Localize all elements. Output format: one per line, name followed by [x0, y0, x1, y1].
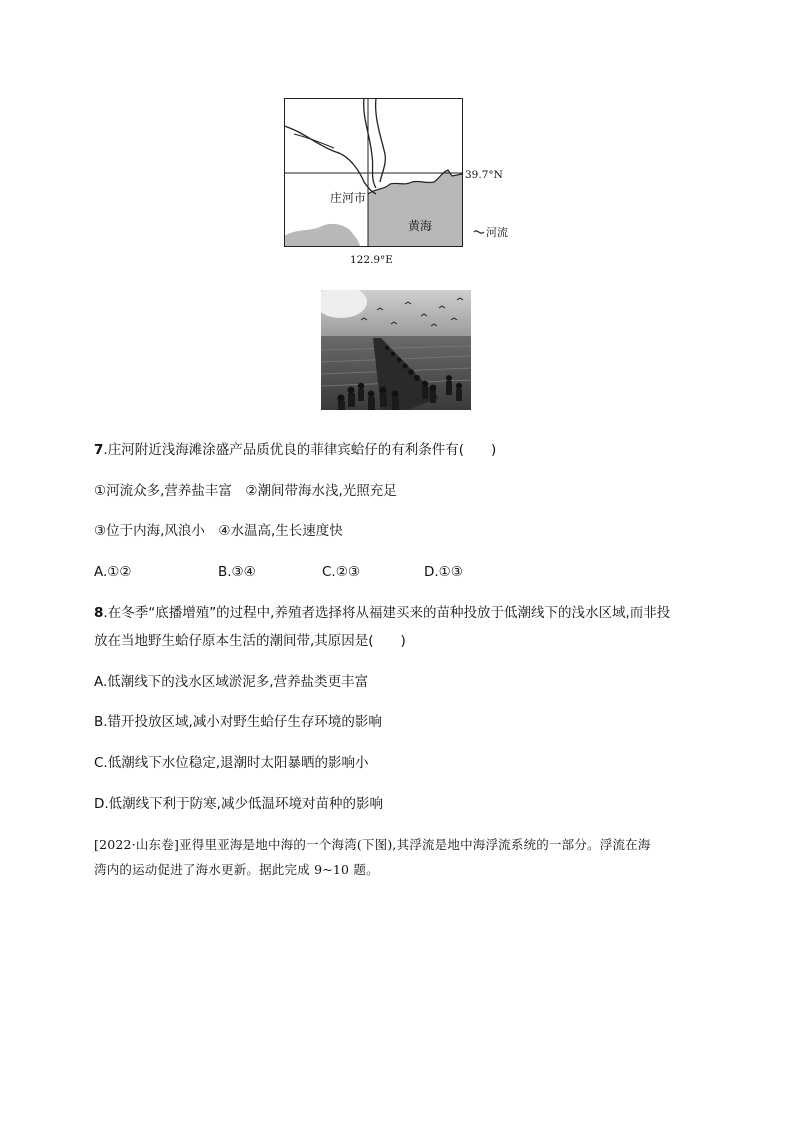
q7-option-d[interactable]: D.①③: [424, 564, 463, 580]
river-1: [284, 126, 376, 194]
zhuanghe-map: [284, 98, 520, 270]
sea-label: 黄海: [408, 219, 433, 233]
q8-option-b[interactable]: B.错开投放区域,减小对野生蛤仔生存环境的影响: [94, 714, 382, 730]
photo-figure: [321, 290, 471, 410]
q7-statements-1: ①河流众多,营养盐丰富 ②潮间带海水浅,光照充足: [94, 483, 397, 499]
beach-fishing-photo: [321, 290, 471, 410]
intro-line2: 湾内的运动促进了海水更新。据此完成 9~10 题。: [94, 862, 379, 877]
q7-stem-text: .庄河附近浅海滩涂盛产品质优良的菲律宾蛤仔的有利条件有( ): [103, 442, 497, 458]
intro-line1: [2022·山东卷]亚得里亚海是地中海的一个海湾(下图),其浮流是地中海浮流系统的一部分。浮流在海: [94, 837, 651, 852]
longitude-label: 122.9°E: [350, 254, 393, 266]
river-3: [376, 98, 386, 182]
q7-number: 7: [94, 442, 104, 458]
q7-option-a[interactable]: A.①②: [94, 564, 132, 580]
q7-statements-2: ③位于内海,风浪小 ④水温高,生长速度快: [94, 523, 343, 539]
q8-option-d[interactable]: D.低潮线下利于防寒,减少低温环境对苗种的影响: [94, 796, 383, 812]
q7-option-b[interactable]: B.③④: [218, 564, 256, 580]
q8-stem-text: .在冬季“底播增殖”的过程中,养殖者选择将从福建买来的苗种投放于低潮线下的浅水区域,而非投: [103, 605, 671, 621]
q8-stem-line1: [94, 604, 670, 622]
latitude-label: 39.7°N: [465, 169, 503, 181]
q7-stem: [94, 441, 496, 459]
q8-number: 8: [94, 605, 104, 621]
q7-option-c[interactable]: C.②③: [322, 564, 360, 580]
q8-option-c[interactable]: C.低潮线下水位稳定,退潮时太阳暴晒的影响小: [94, 755, 369, 771]
map-figure: [284, 98, 520, 270]
q8-stem-line2: 放在当地野生蛤仔原本生活的潮间带,其原因是( ): [94, 633, 406, 649]
legend-river-icon: [474, 231, 484, 233]
q8-option-a[interactable]: A.低潮线下的浅水区域淤泥多,营养盐类更丰富: [94, 674, 369, 690]
city-label: 庄河市: [330, 191, 367, 205]
sea-left-strip: [284, 224, 360, 246]
river-4: [364, 98, 376, 188]
legend-label: 河流: [486, 226, 508, 239]
